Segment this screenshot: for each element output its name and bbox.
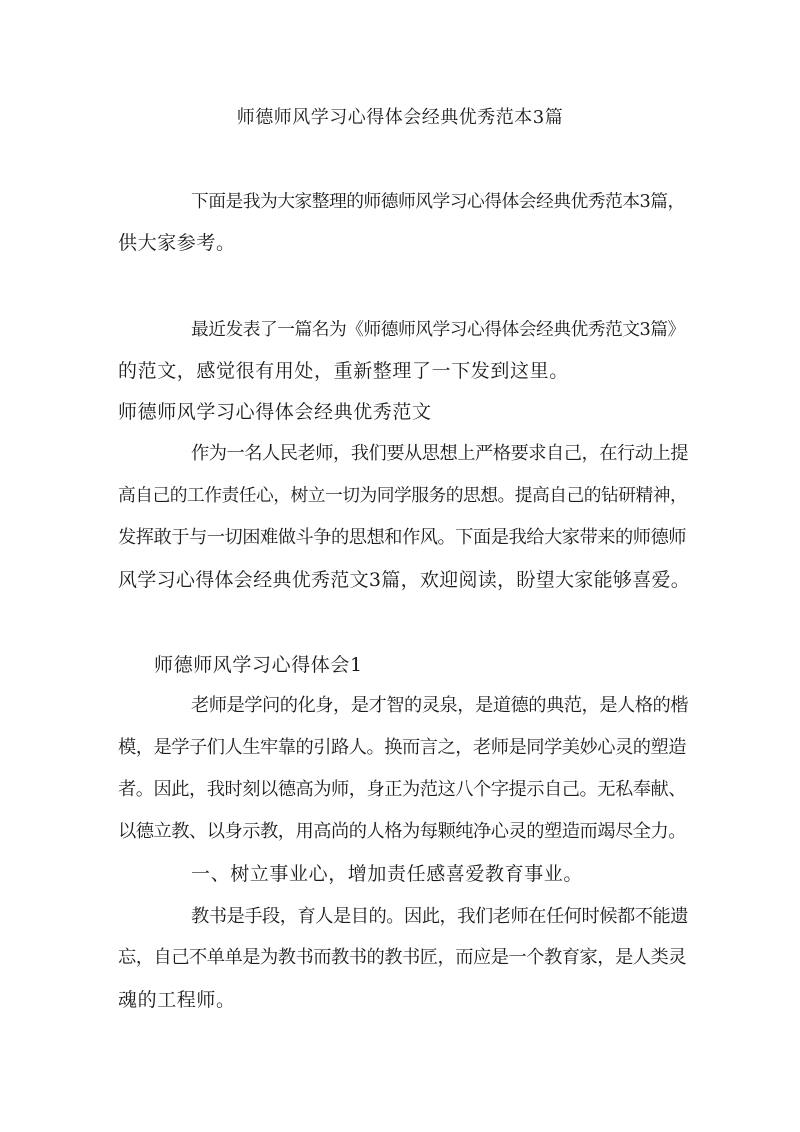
paragraph-2-line-3: 者。因此，我时刻以德高为师，身正为范这八个字提示自己。无私奉献、 <box>118 779 686 800</box>
paragraph-3-line-1: 教书是手段，育人是目的。因此，我们老师在任何时候都不能遗 <box>191 906 688 927</box>
intro-line-1: 下面是我为大家整理的师德师风学习心得体会经典优秀范本3篇， <box>191 192 685 212</box>
note-line-1: 最近发表了一篇名为《师德师风学习心得体会经典优秀范文3篇》 <box>191 320 685 340</box>
intro-line-2: 供大家参考。 <box>118 232 236 254</box>
section-1-heading: 师德师风学习心得体会1 <box>154 654 363 676</box>
paragraph-1-line-3: 发挥敢于与一切困难做斗争的思想和作风。下面是我给大家带来的师德师 <box>118 527 686 548</box>
paragraph-3-line-2: 忘，自己不单单是为教书而教书的教书匠，而应是一个教育家，是人类灵 <box>118 947 686 968</box>
paragraph-1-line-2: 高自己的工作责任心，树立一切为同学服务的思想。提高自己的钻研精神， <box>118 486 688 506</box>
point-1: 一、树立事业心，增加责任感喜爱教育事业。 <box>191 863 584 885</box>
paragraph-1-line-4: 风学习心得体会经典优秀范文3篇，欢迎阅读，盼望大家能够喜爱。 <box>118 569 691 591</box>
subtitle: 师德师风学习心得体会经典优秀范文 <box>118 401 432 423</box>
document-title: 师德师风学习心得体会经典优秀范本3篇 <box>236 107 564 128</box>
paragraph-3-line-3: 魂的工程师。 <box>118 989 236 1011</box>
paragraph-1-line-1: 作为一名人民老师，我们要从思想上严格要求自己，在行动上提 <box>191 443 688 464</box>
paragraph-2-line-2: 模，是学子们人生牢靠的引路人。换而言之，老师是同学美妙心灵的塑造 <box>118 737 686 758</box>
note-line-2: 的范文，感觉很有用处，重新整理了一下发到这里。 <box>118 360 569 382</box>
paragraph-2-line-4: 以德立教、以身示教，用高尚的人格为每颗纯净心灵的塑造而竭尽全力。 <box>118 821 686 842</box>
paragraph-2-line-1: 老师是学问的化身，是才智的灵泉，是道德的典范，是人格的楷 <box>191 695 688 716</box>
